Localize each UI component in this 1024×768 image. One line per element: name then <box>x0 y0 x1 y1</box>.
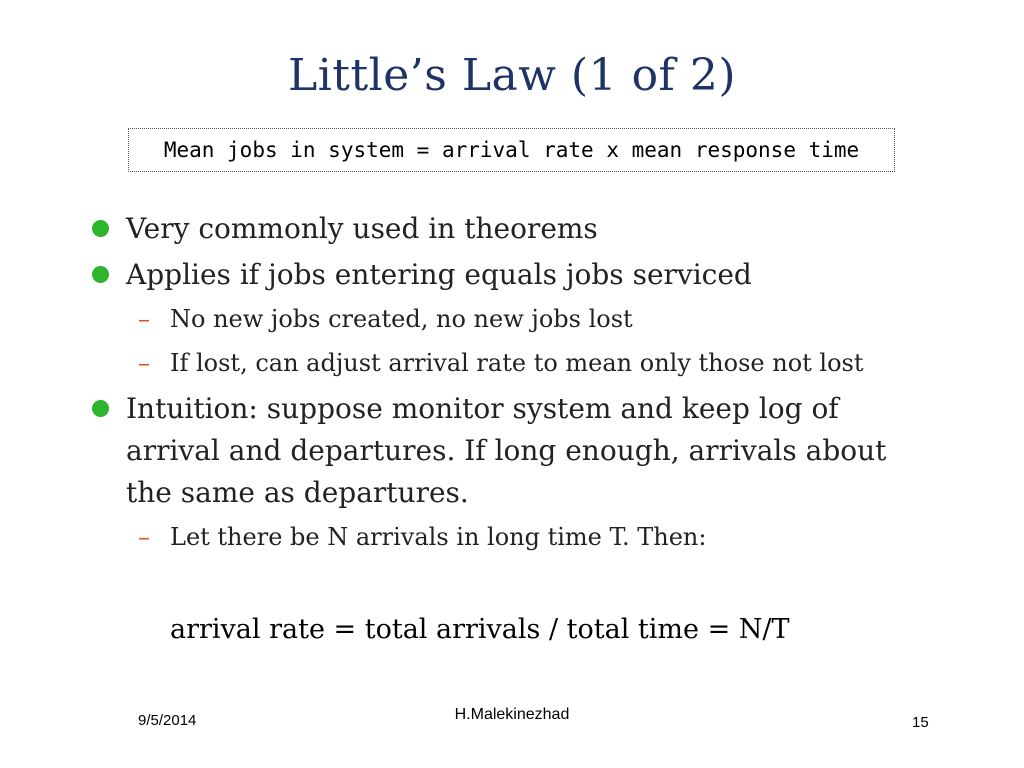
sub-bullet-item <box>90 344 910 382</box>
definition-box <box>128 128 895 172</box>
bullet-text: Applies if jobs entering equals jobs serviced <box>126 258 752 291</box>
footer-author: H.Malekinezhad <box>454 706 570 723</box>
bullet-list <box>90 208 910 562</box>
sub-bullet-text: Let there be N arrivals in long time T. Then: <box>170 523 707 551</box>
dash-icon: – <box>138 305 150 333</box>
dash-icon: – <box>138 349 150 377</box>
page-number: 15 <box>912 714 929 731</box>
bullet-item <box>90 208 910 250</box>
footer-date: 9/5/2014 <box>138 712 197 729</box>
sub-bullet-item <box>90 518 910 556</box>
bullet-text: Very commonly used in theorems <box>126 212 598 245</box>
dash-icon: – <box>138 523 150 551</box>
slide-title: Little’s Law (1 of 2) <box>288 50 736 101</box>
bullet-text: Intuition: suppose monitor system and keep log of arrival and departures. If long enough, arrivals about the same as departures. <box>126 392 887 509</box>
bullet-item <box>90 388 910 514</box>
arrival-rate-equation: arrival rate = total arrivals / total time = N/T <box>170 614 790 645</box>
sub-bullet-text: If lost, can adjust arrival rate to mean only those not lost <box>170 349 864 377</box>
bullet-item <box>90 254 910 296</box>
sub-bullet-item <box>90 300 910 338</box>
bullet-dot-icon <box>92 400 109 417</box>
bullet-dot-icon <box>92 266 109 283</box>
sub-bullet-text: No new jobs created, no new jobs lost <box>170 305 633 333</box>
definition-text: Mean jobs in system = arrival rate x mean response time <box>163 138 860 162</box>
bullet-dot-icon <box>92 220 109 237</box>
